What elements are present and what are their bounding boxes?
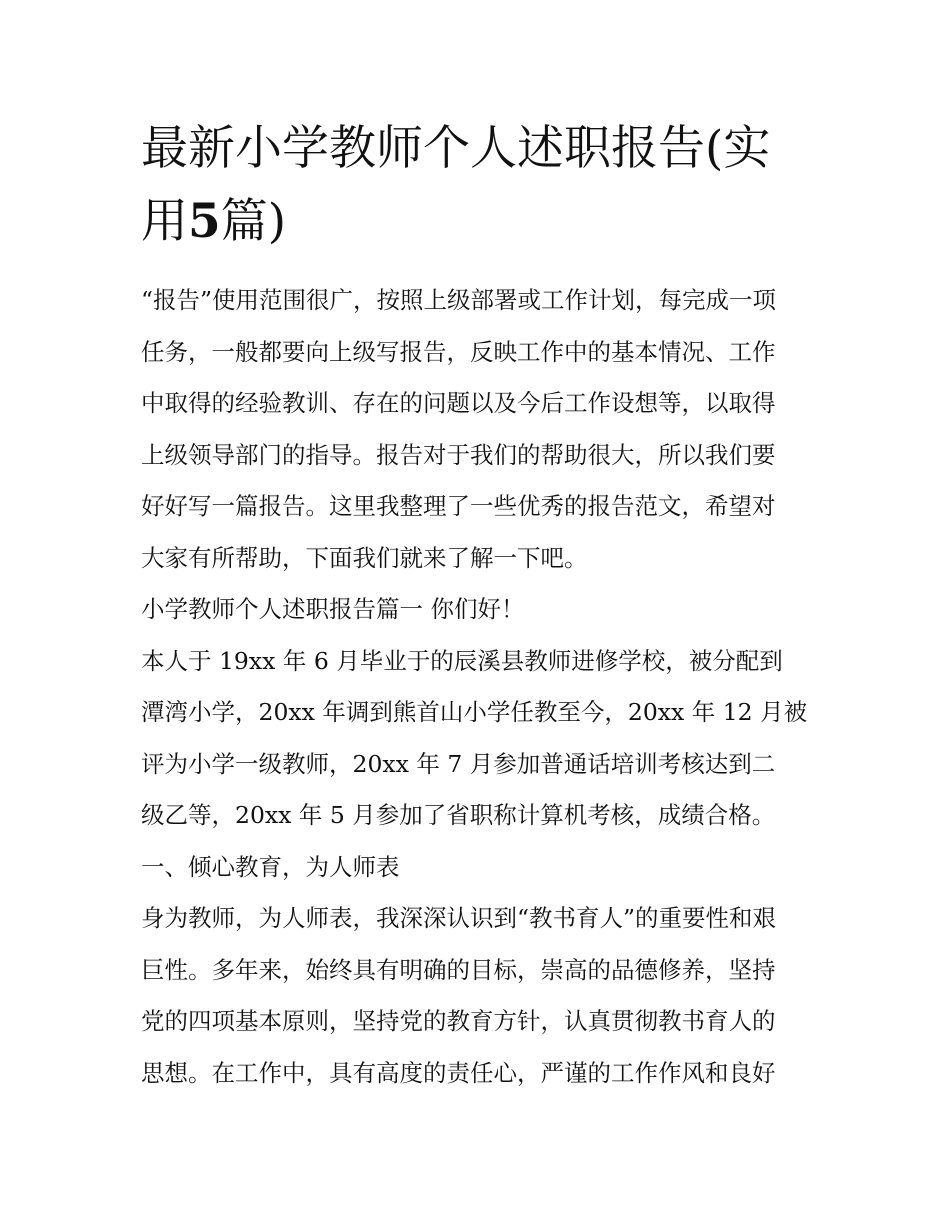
bio-line: 本人于 19xx 年 6 月毕业于的辰溪县教师进修学校，被分配到 — [141, 646, 783, 675]
bio-line: 级乙等，20xx 年 5 月参加了省职称计算机考核，成绩合格。 — [141, 801, 776, 829]
closing-line: 思想。在工作中，具有高度的责任心，严谨的工作作风和良好 — [141, 1058, 776, 1087]
bio-line: 评为小学一级教师，20xx 年 7 月参加普通话培训考核达到二 — [141, 749, 776, 778]
intro-paragraph — [141, 275, 821, 1099]
title-line-2 — [141, 185, 821, 258]
title-line-2-suffix: 篇) — [220, 194, 287, 249]
section-heading: 小学教师个人述职报告篇一 你们好！ — [141, 595, 525, 623]
title-line-2-prefix: 用 — [141, 194, 188, 249]
title-line-1: 最新小学教师个人述职报告(实 — [141, 121, 771, 176]
document-title — [141, 112, 821, 258]
closing-line: 巨性。多年来，始终具有明确的目标，崇高的品德修养，坚持 — [141, 955, 776, 984]
intro-line: 上级领导部门的指导。报告对于我们的帮助很大，所以我们要 — [141, 440, 776, 469]
title-number: 5 — [188, 194, 221, 249]
subheading: 一、倾心教育，为人师表 — [141, 852, 400, 881]
intro-line: 好好写一篇报告。这里我整理了一些优秀的报告范文，希望对 — [141, 492, 776, 520]
intro-line: 大家有所帮助，下面我们就来了解一下吧。 — [141, 543, 588, 572]
intro-line: 中取得的经验教训、存在的问题以及今后工作设想等，以取得 — [141, 389, 776, 417]
closing-line: 党的四项基本原则，坚持党的教育方针，认真贯彻教书育人的 — [141, 1007, 776, 1035]
intro-line: 任务，一般都要向上级写报告，反映工作中的基本情况、工作 — [141, 337, 776, 366]
bio-line: 潭湾小学，20xx 年调到熊首山小学任教至今，20xx 年 12 月被 — [141, 698, 808, 726]
closing-line: 身为教师，为人师表，我深深认识到“教书育人”的重要性和艰 — [141, 904, 777, 932]
intro-line: “报告”使用范围很广，按照上级部署或工作计划，每完成一项 — [141, 286, 777, 314]
